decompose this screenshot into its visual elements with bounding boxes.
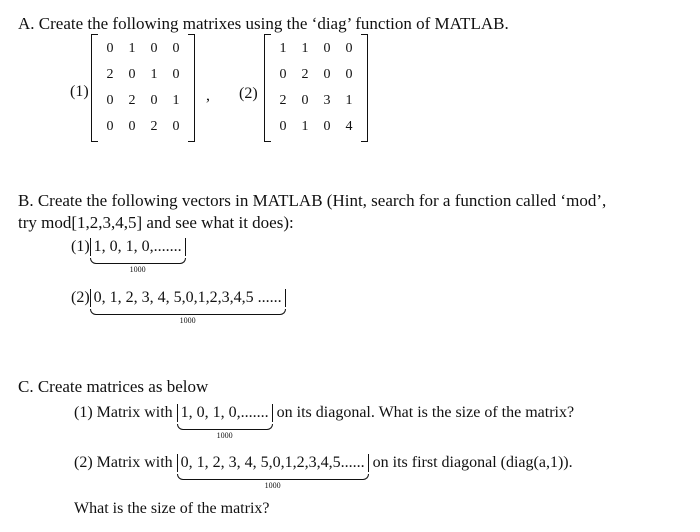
matrix-cell: 1 bbox=[301, 119, 309, 134]
item-label: (2) bbox=[71, 289, 90, 306]
vector-expression: 0, 1, 2, 3, 4, 5,0,1,2,3,4,5 ...... 1000 bbox=[90, 288, 286, 308]
matrix-1 bbox=[99, 36, 187, 140]
section-b-line2: try mod[1,2,3,4,5] and see what it does): bbox=[18, 213, 294, 232]
matrix-cell: 1 bbox=[150, 67, 158, 82]
underbrace bbox=[90, 258, 186, 264]
section-c-item1 bbox=[74, 403, 575, 440]
section-b-item1 bbox=[71, 237, 186, 274]
matrix-cell: 0 bbox=[172, 41, 180, 56]
underbrace bbox=[177, 474, 369, 480]
vector-expression: 1, 0, 1, 0,....... 1000 bbox=[177, 403, 273, 423]
item-prefix: (2) Matrix with bbox=[74, 454, 173, 471]
matrix-cell: 2 bbox=[150, 119, 158, 134]
matrix-cell: 0 bbox=[106, 93, 114, 108]
matrix-cell: 2 bbox=[128, 93, 136, 108]
matrix-cell: 2 bbox=[279, 93, 287, 108]
vector-expression: 0, 1, 2, 3, 4, 5,0,1,2,3,4,5...... 1000 bbox=[177, 453, 369, 473]
matrix-cell: 1 bbox=[301, 41, 309, 56]
matrix-cell: 1 bbox=[345, 93, 353, 108]
matrix-2 bbox=[272, 36, 360, 140]
matrix-cell: 0 bbox=[172, 119, 180, 134]
matrix-cell: 0 bbox=[301, 93, 309, 108]
section-c-heading: C. Create matrices as below bbox=[18, 377, 209, 396]
matrix-cell: 0 bbox=[279, 67, 287, 82]
matrix-cell: 0 bbox=[345, 41, 353, 56]
underbrace bbox=[177, 424, 273, 430]
matrix-cell: 4 bbox=[345, 119, 353, 134]
element-count: 1000 bbox=[129, 265, 146, 274]
matrix2-label: (2) bbox=[239, 85, 258, 102]
section-a-heading: A. Create the following matrixes using the ‘diag’ function of MATLAB. bbox=[18, 14, 509, 33]
matrix-separator: , bbox=[206, 87, 210, 104]
matrix-cell: 2 bbox=[301, 67, 309, 82]
matrix1-label: (1) bbox=[70, 83, 89, 100]
matrix-cell: 0 bbox=[106, 119, 114, 134]
section-b-line1: B. Create the following vectors in MATLAB (Hint, search for a function called ‘mod’, bbox=[18, 191, 607, 210]
matrix-cell: 0 bbox=[279, 119, 287, 134]
matrix-cell: 2 bbox=[106, 67, 114, 82]
matrix-cell: 0 bbox=[128, 119, 136, 134]
section-c-item3: What is the size of the matrix? bbox=[74, 500, 270, 517]
matrix-cell: 0 bbox=[150, 93, 158, 108]
item-suffix: on its diagonal. What is the size of the matrix? bbox=[276, 404, 575, 421]
element-count: 1000 bbox=[179, 316, 196, 325]
underbrace bbox=[90, 309, 286, 315]
element-count: 1000 bbox=[216, 431, 233, 440]
matrix-cell: 0 bbox=[323, 119, 331, 134]
matrix-cell: 0 bbox=[323, 41, 331, 56]
element-count: 1000 bbox=[264, 481, 281, 490]
section-b-item2 bbox=[71, 288, 286, 325]
matrix-cell: 0 bbox=[323, 67, 331, 82]
matrix-cell: 0 bbox=[106, 41, 114, 56]
item-label: (1) bbox=[71, 238, 90, 255]
matrix-cell: 3 bbox=[323, 93, 331, 108]
item-suffix: on its first diagonal (diag(a,1)). bbox=[372, 454, 573, 471]
item-prefix: (1) Matrix with bbox=[74, 404, 173, 421]
matrix-cell: 0 bbox=[345, 67, 353, 82]
matrix-cell: 0 bbox=[128, 67, 136, 82]
matrix-cell: 0 bbox=[150, 41, 158, 56]
matrix-cell: 0 bbox=[172, 67, 180, 82]
matrix-cell: 1 bbox=[172, 93, 180, 108]
matrix-cell: 1 bbox=[128, 41, 136, 56]
vector-expression: 1, 0, 1, 0,....... 1000 bbox=[90, 237, 186, 257]
section-c-item2 bbox=[74, 453, 573, 490]
matrix-cell: 1 bbox=[279, 41, 287, 56]
